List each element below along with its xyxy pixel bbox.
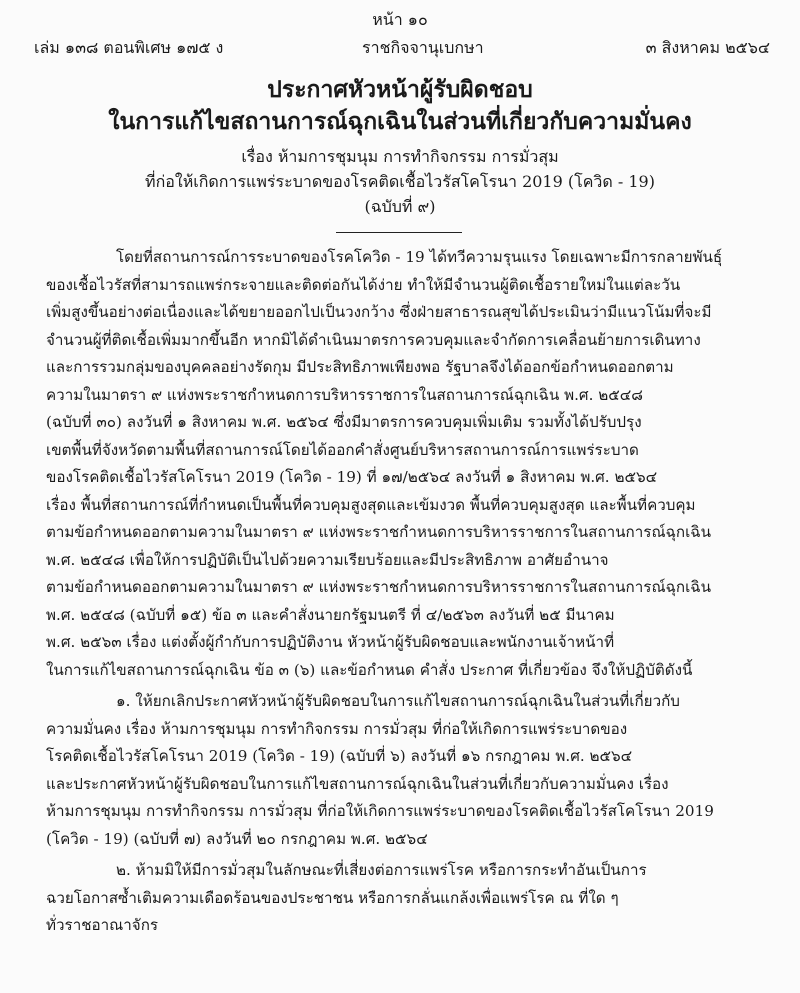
text-line: (โควิด - 19) (ฉบับที่ ๗) ลงวันที่ ๒๐ กรกฎาคม พ.ศ. ๒๕๖๔ <box>46 829 428 848</box>
text-line: เพิ่มสูงขึ้นอย่างต่อเนื่องและได้ขยายออกไปเป็นวงกว้าง ซึ่งฝ่ายสาธารณสุขได้ประเมินว่ามีแนวโน้มที่จะมี <box>46 303 712 321</box>
volume-info: เล่ม ๑๓๘ ตอนพิเศษ ๑๗๕ ง <box>34 38 224 57</box>
announcement-title-line2: ในการแก้ไขสถานการณ์ฉุกเฉินในส่วนที่เกี่ยวกับความมั่นคง <box>108 108 692 135</box>
text-line: ๒. ห้ามมิให้มีการมั่วสุมในลักษณะที่เสี่ยงต่อการแพร่โรค หรือการกระทำอันเป็นการ <box>116 861 647 879</box>
announcement-body <box>46 244 758 940</box>
announcement-subject: เรื่อง ห้ามการชุมนุม การทำกิจกรรม การมั่วสุม <box>241 147 559 166</box>
text-line: (ฉบับที่ ๓๐) ลงวันที่ ๑ สิงหาคม พ.ศ. ๒๕๖๔ ซึ่งมีมาตรการควบคุมเพิ่มเติม รวมทั้งได้ปรับปรุง <box>46 413 642 431</box>
clause-1 <box>46 688 758 853</box>
text-line: พ.ศ. ๒๕๖๓ เรื่อง แต่งตั้งผู้กำกับการปฏิบัติงาน หัวหน้าผู้รับผิดชอบและพนักงานเจ้าหน้าที่ <box>46 633 615 651</box>
text-line: ทั่วราชอาณาจักร <box>46 916 159 934</box>
text-line: และการรวมกลุ่มของบุคคลอย่างรัดกุม มีประสิทธิภาพเพียงพอ รัฐบาลจึงได้ออกข้อกำหนดออกตาม <box>46 358 674 376</box>
publication-date: ๓ สิงหาคม ๒๕๖๔ <box>645 38 770 57</box>
text-line: ของโรคติดเชื้อไวรัสโคโรนา 2019 (โควิด - 19) ที่ ๑๗/๒๕๖๔ ลงวันที่ ๑ สิงหาคม พ.ศ. ๒๕๖๔ <box>46 468 658 486</box>
clause-2 <box>46 857 758 940</box>
text-line: และประกาศหัวหน้าผู้รับผิดชอบในการแก้ไขสถานการณ์ฉุกเฉินในส่วนที่เกี่ยวกับความมั่นคง เรื่อง <box>46 774 669 793</box>
text-line: พ.ศ. ๒๕๔๘ เพื่อให้การปฏิบัติเป็นไปด้วยความเรียบร้อยและมีประสิทธิภาพ อาศัยอำนาจ <box>46 550 609 569</box>
announcement-edition: (ฉบับที่ ๙) <box>364 197 436 216</box>
gazette-header <box>34 36 770 61</box>
text-line: ตามข้อกำหนดออกตามความในมาตรา ๙ แห่งพระราชกำหนดการบริหารราชการในสถานการณ์ฉุกเฉิน <box>46 523 711 541</box>
text-line: เรื่อง พื้นที่สถานการณ์ที่กำหนดเป็นพื้นที่ควบคุมสูงสุดและเข้มงวด พื้นที่ควบคุมสูงสุด และพื้นที่ควบคุม <box>46 495 696 514</box>
text-line: จำนวนผู้ที่ติดเชื้อเพิ่มมากขึ้นอีก หากมิได้ดำเนินมาตรการควบคุมและจำกัดการเคลื่อนย้ายการเดินทาง <box>46 330 701 349</box>
text-line: พ.ศ. ๒๕๔๘ (ฉบับที่ ๑๕) ข้อ ๓ และคำสั่งนายกรัฐมนตรี ที่ ๔/๒๕๖๓ ลงวันที่ ๒๕ มีนาคม <box>46 605 615 624</box>
text-line: ความในมาตรา ๙ แห่งพระราชกำหนดการบริหารราชการในสถานการณ์ฉุกเฉิน พ.ศ. ๒๕๔๘ <box>46 385 643 404</box>
text-line: เขตพื้นที่จังหวัดตามพื้นที่สถานการณ์โดยได้ออกคำสั่งศูนย์บริหารสถานการณ์การแพร่ระบาด <box>46 440 639 459</box>
announcement-subject-line2: ที่ก่อให้เกิดการแพร่ระบาดของโรคติดเชื้อไวรัสโคโรนา 2019 (โควิด - 19) <box>145 172 655 191</box>
text-line: โรคติดเชื้อไวรัสโคโรนา 2019 (โควิด - 19) (ฉบับที่ ๖) ลงวันที่ ๑๖ กรกฎาคม พ.ศ. ๒๕๖๔ <box>46 747 633 765</box>
text-line: ๑. ให้ยกเลิกประกาศหัวหน้าผู้รับผิดชอบในการแก้ไขสถานการณ์ฉุกเฉินในส่วนที่เกี่ยวกับ <box>116 692 680 710</box>
title-divider <box>336 232 462 233</box>
text-line: ตามข้อกำหนดออกตามความในมาตรา ๙ แห่งพระราชกำหนดการบริหารราชการในสถานการณ์ฉุกเฉิน <box>46 578 711 596</box>
text-line: ฉวยโอกาสซ้ำเติมความเดือดร้อนของประชาชน หรือการกลั่นแกล้งเพื่อแพร่โรค ณ ที่ใด ๆ <box>46 888 619 907</box>
text-line: ในการแก้ไขสถานการณ์ฉุกเฉิน ข้อ ๓ (๖) และข้อกำหนด คำสั่ง ประกาศ ที่เกี่ยวข้อง จึงให้ปฏิบัติดังนี้ <box>46 660 693 679</box>
text-line: โดยที่สถานการณ์การระบาดของโรคโควิด - 19 ได้ทวีความรุนแรง โดยเฉพาะมีการกลายพันธุ์ <box>116 248 723 266</box>
announcement-title-block <box>0 74 800 219</box>
text-line: ห้ามการชุมนุม การทำกิจกรรม การมั่วสุม ที่ก่อให้เกิดการแพร่ระบาดของโรคติดเชื้อไวรัสโคโรนา 2019 <box>46 802 714 820</box>
announcement-title: ประกาศหัวหน้าผู้รับผิดชอบ <box>267 76 533 103</box>
page-number: หน้า ๑๐ <box>372 10 428 29</box>
gazette-name: ราชกิจจานุเบกษา <box>362 38 484 57</box>
text-line: ของเชื้อไวรัสที่สามารถแพร่กระจายและติดต่อกันได้ง่าย ทำให้มีจำนวนผู้ติดเชื้อรายใหม่ในแต่ละวัน <box>46 275 681 294</box>
preamble-paragraph <box>46 244 758 684</box>
text-line: ความมั่นคง เรื่อง ห้ามการชุมนุม การทำกิจกรรม การมั่วสุม ที่ก่อให้เกิดการแพร่ระบาดของ <box>46 719 628 738</box>
